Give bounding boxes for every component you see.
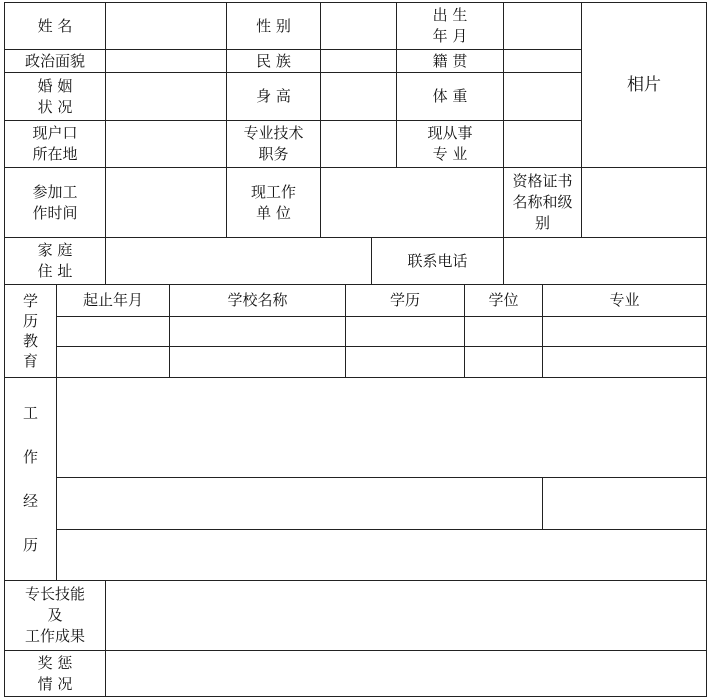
work-history-block1[interactable] bbox=[56, 377, 707, 478]
residence-field[interactable] bbox=[105, 120, 227, 168]
weight-field[interactable] bbox=[503, 72, 582, 121]
cert-field[interactable] bbox=[581, 167, 707, 238]
work-history-block2[interactable] bbox=[56, 477, 543, 530]
skills-field[interactable] bbox=[105, 580, 707, 651]
gender-field[interactable] bbox=[320, 2, 397, 50]
height-label: 身 高 bbox=[226, 72, 321, 121]
marital-label: 婚 姻 状 况 bbox=[4, 72, 106, 121]
edu-header-major: 专业 bbox=[542, 284, 707, 317]
work-history-label: 工 作 经 历 bbox=[4, 377, 57, 581]
edu-row2-degree-level[interactable] bbox=[345, 346, 465, 378]
tech-title-field[interactable] bbox=[320, 120, 397, 168]
marital-field[interactable] bbox=[105, 72, 227, 121]
current-major-label: 现从事 专 业 bbox=[396, 120, 504, 168]
edu-row2-major[interactable] bbox=[542, 346, 707, 378]
resume-form bbox=[4, 2, 707, 697]
address-field[interactable] bbox=[105, 237, 372, 285]
work-start-label: 参加工 作时间 bbox=[4, 167, 106, 238]
edu-row2-school[interactable] bbox=[169, 346, 346, 378]
phone-label: 联系电话 bbox=[371, 237, 504, 285]
native-place-label: 籍 贯 bbox=[396, 49, 504, 73]
gender-label: 性 别 bbox=[226, 2, 321, 50]
height-field[interactable] bbox=[320, 72, 397, 121]
rewards-label: 奖 惩 情 况 bbox=[4, 650, 106, 697]
residence-label: 现户口 所在地 bbox=[4, 120, 106, 168]
photo-box[interactable]: 相片 bbox=[581, 2, 707, 168]
current-major-field[interactable] bbox=[503, 120, 582, 168]
edu-row1-degree[interactable] bbox=[464, 316, 543, 347]
rewards-field[interactable] bbox=[105, 650, 707, 697]
edu-row2-dates[interactable] bbox=[56, 346, 170, 378]
edu-row2-degree[interactable] bbox=[464, 346, 543, 378]
ethnicity-label: 民 族 bbox=[226, 49, 321, 73]
politics-field[interactable] bbox=[105, 49, 227, 73]
work-start-field[interactable] bbox=[105, 167, 227, 238]
work-history-block2-extra[interactable] bbox=[542, 477, 707, 530]
phone-field[interactable] bbox=[503, 237, 707, 285]
politics-label: 政治面貌 bbox=[4, 49, 106, 73]
birth-field[interactable] bbox=[503, 2, 582, 50]
name-field[interactable] bbox=[105, 2, 227, 50]
weight-label: 体 重 bbox=[396, 72, 504, 121]
birth-label: 出 生 年 月 bbox=[396, 2, 504, 50]
edu-header-degree-level: 学历 bbox=[345, 284, 465, 317]
tech-title-label: 专业技术 职务 bbox=[226, 120, 321, 168]
edu-row1-dates[interactable] bbox=[56, 316, 170, 347]
native-place-field[interactable] bbox=[503, 49, 582, 73]
cert-label: 资格证书 名称和级 别 bbox=[503, 167, 582, 238]
current-unit-field[interactable] bbox=[320, 167, 504, 238]
education-label: 学 历 教 育 bbox=[4, 284, 57, 378]
edu-row1-school[interactable] bbox=[169, 316, 346, 347]
edu-row1-major[interactable] bbox=[542, 316, 707, 347]
ethnicity-field[interactable] bbox=[320, 49, 397, 73]
work-history-block3[interactable] bbox=[56, 529, 707, 581]
edu-header-dates: 起止年月 bbox=[56, 284, 170, 317]
current-unit-label: 现工作 单 位 bbox=[226, 167, 321, 238]
address-label: 家 庭 住 址 bbox=[4, 237, 106, 285]
name-label: 姓 名 bbox=[4, 2, 106, 50]
edu-row1-degree-level[interactable] bbox=[345, 316, 465, 347]
skills-label: 专长技能 及 工作成果 bbox=[4, 580, 106, 651]
edu-header-degree: 学位 bbox=[464, 284, 543, 317]
edu-header-school: 学校名称 bbox=[169, 284, 346, 317]
